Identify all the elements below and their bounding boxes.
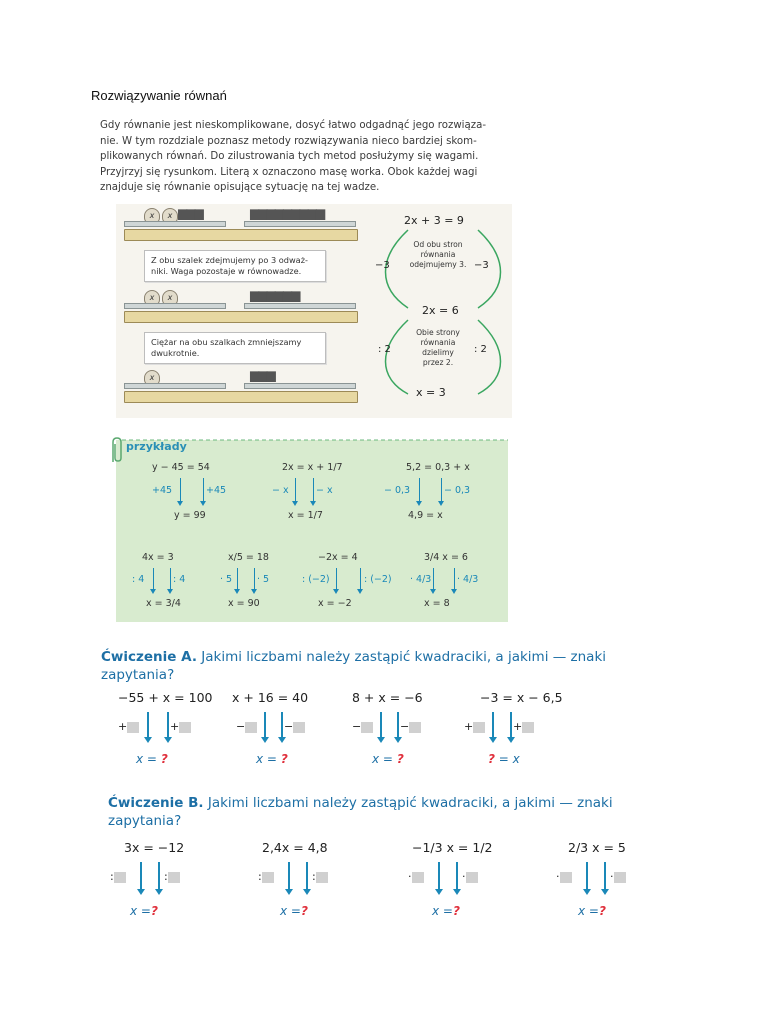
- example-equation: −2x = 4: [318, 552, 358, 563]
- arrow-down-icon: [254, 568, 255, 590]
- weights-icon: ▆▆▆: [178, 206, 203, 220]
- exercise-a-answer: [372, 752, 404, 766]
- exercise-b-equation: 2/3 x = 5: [568, 840, 626, 855]
- exercise-b-op-left: [556, 870, 572, 883]
- op-left-1: −3: [375, 260, 390, 271]
- balance-illustration: [116, 204, 512, 418]
- exercise-b-equation: 3x = −12: [124, 840, 185, 855]
- op-right-1: −3: [474, 260, 489, 271]
- exercise-a-equation: −3 = x − 6,5: [480, 690, 563, 705]
- arrow-down-icon: [454, 568, 455, 590]
- exercise-a-op-left: [464, 720, 485, 733]
- equation-step-2: 2x = 6: [422, 304, 459, 317]
- example-equation: 2x = x + 1/7: [282, 462, 343, 473]
- exercise-b-op-right: [610, 870, 626, 883]
- example-result: x = 90: [228, 598, 260, 609]
- op-sign: −: [236, 720, 246, 733]
- bubble-divide: Obie strony równania dzielimy przez 2.: [416, 328, 460, 367]
- arrow-down-icon: [288, 862, 290, 890]
- equation-step-3: x = 3: [416, 386, 446, 399]
- scale-tray-left: [124, 221, 226, 227]
- example-op-left: − 0,3: [384, 485, 411, 496]
- example-result: x = 8: [424, 598, 450, 609]
- op-sign: −: [284, 720, 294, 733]
- example-op-right: − 0,3: [444, 485, 471, 496]
- bag-icon: x: [162, 290, 178, 306]
- arrow-down-icon: [604, 862, 606, 890]
- example-result: 4,9 = x: [408, 510, 443, 521]
- intro-line: nie. W tym rozdziale poznasz metody rozwiązywania nieco bardziej skom-: [100, 135, 477, 147]
- arrow-down-icon: [419, 478, 420, 502]
- example-result: y = 99: [174, 510, 206, 521]
- exercise-b-answer: [578, 904, 606, 918]
- op-sign: −: [352, 720, 362, 733]
- example-equation: 3/4 x = 6: [424, 552, 468, 563]
- example-result: x = 3/4: [146, 598, 181, 609]
- blank-square[interactable]: [316, 872, 328, 883]
- exercise-a-equation: x + 16 = 40: [232, 690, 309, 705]
- blank-square[interactable]: [614, 872, 626, 883]
- example-op-right: · 4/3: [457, 574, 479, 585]
- exercise-a-op-right: [513, 720, 534, 733]
- example-op-right: +45: [206, 485, 227, 496]
- arrow-down-icon: [170, 568, 171, 590]
- op-sign: ·: [462, 870, 466, 883]
- intro-line: znajduje się równanie opisujące sytuację na tej wadze.: [100, 182, 380, 194]
- answer-text: = x: [498, 752, 520, 766]
- exercise-a-text: Jakimi liczbami należy zastąpić kwadraciki, a jakimi — znaki zapytania?: [101, 649, 607, 683]
- bag-icon: x: [144, 370, 160, 386]
- exercise-b-op-left: [110, 870, 126, 883]
- exercise-b-text: Jakimi liczbami należy zastąpić kwadraciki, a jakimi — znaki zapytania?: [108, 795, 613, 829]
- exercise-b-label: Ćwiczenie B.: [108, 795, 204, 811]
- arrow-down-icon: [180, 478, 181, 502]
- answer-text: x =: [256, 752, 277, 766]
- weights-icon: ▆▆▆▆▆▆▆▆▆: [250, 206, 325, 220]
- intro-line: Gdy równanie jest nieskomplikowane, dosyć łatwo odgadnąć jego rozwiąza-: [100, 120, 486, 131]
- note-halve: Ciężar na obu szalkach zmniejszamy dwukrotnie.: [144, 332, 326, 364]
- exercise-b-equation: −1/3 x = 1/2: [412, 840, 493, 855]
- arrow-down-icon: [167, 712, 169, 738]
- example-op-left: − x: [272, 485, 289, 496]
- exercise-a-op-left: [118, 720, 139, 733]
- arrow-down-icon: [441, 478, 442, 502]
- equation-step-1: 2x + 3 = 9: [404, 214, 464, 227]
- op-sign: +: [170, 720, 180, 733]
- example-op-left: · 5: [220, 574, 233, 585]
- example-equation: y − 45 = 54: [152, 462, 210, 473]
- exercise-b-answer: [130, 904, 158, 918]
- arrow-down-icon: [433, 568, 434, 590]
- bag-icon: x: [162, 208, 178, 224]
- example-op-left: +45: [152, 485, 173, 496]
- example-op-right: : 4: [173, 574, 186, 585]
- scale-plank: [124, 311, 358, 323]
- arrow-down-icon: [380, 712, 382, 738]
- examples-title: przykłady: [126, 440, 187, 453]
- blank-square[interactable]: [361, 722, 373, 733]
- exercise-a-op-left: [236, 720, 257, 733]
- exercise-a-label: Ćwiczenie A.: [101, 649, 197, 665]
- blank-square[interactable]: [114, 872, 126, 883]
- arrow-down-icon: [360, 568, 361, 590]
- exercise-a-op-right: [400, 720, 421, 733]
- arrow-down-icon: [492, 712, 494, 738]
- arrow-down-icon: [140, 862, 142, 890]
- blank-square[interactable]: [168, 872, 180, 883]
- op-sign: −: [400, 720, 410, 733]
- question-mark[interactable]: ?: [452, 904, 460, 918]
- answer-text: x =: [372, 752, 393, 766]
- exercise-b-op-right: [462, 870, 478, 883]
- op-sign: :: [110, 870, 114, 883]
- arrow-down-icon: [438, 862, 440, 890]
- example-op-right: : (−2): [364, 574, 392, 585]
- exercise-b-equation: 2,4x = 4,8: [262, 840, 328, 855]
- intro-line: Przyjrzyj się rysunkom. Literą x oznaczono masę worka. Obok każdej wagi: [100, 166, 478, 178]
- scale-tray-right: [244, 303, 356, 309]
- blank-square[interactable]: [560, 872, 572, 883]
- exercise-b-op-left: [408, 870, 424, 883]
- exercise-b-answer: [432, 904, 460, 918]
- exercise-b-answer: [280, 904, 308, 918]
- question-mark[interactable]: ?: [488, 752, 495, 766]
- op-sign: :: [258, 870, 262, 883]
- arrow-down-icon: [264, 712, 266, 738]
- note-remove-weights: Z obu szalek zdejmujemy po 3 odważ- niki. Waga pozostaje w równowadze.: [144, 250, 326, 282]
- arrow-down-icon: [306, 862, 308, 890]
- exercise-b-op-left: [258, 870, 274, 883]
- example-result: x = 1/7: [288, 510, 323, 521]
- example-equation: x/5 = 18: [228, 552, 269, 563]
- arrow-down-icon: [237, 568, 238, 590]
- op-sign: +: [464, 720, 474, 733]
- question-mark[interactable]: ?: [150, 904, 158, 918]
- answer-text: x =: [432, 904, 453, 918]
- arrow-down-icon: [510, 712, 512, 738]
- example-equation: 5,2 = 0,3 + x: [406, 462, 470, 473]
- scale-tray-right: [244, 221, 356, 227]
- bag-icon: x: [144, 290, 160, 306]
- op-left-2: : 2: [378, 344, 391, 355]
- exercise-a-answer: [136, 752, 168, 766]
- scale-tray-left: [124, 383, 226, 389]
- paperclip-icon: [108, 436, 124, 466]
- blank-square[interactable]: [179, 722, 191, 733]
- op-sign: ·: [408, 870, 412, 883]
- example-result: x = −2: [318, 598, 352, 609]
- exercise-b-op-right: [312, 870, 328, 883]
- blank-square[interactable]: [293, 722, 305, 733]
- exercise-a-heading: [101, 648, 621, 684]
- example-equation: 4x = 3: [142, 552, 174, 563]
- question-mark[interactable]: ?: [280, 752, 288, 766]
- op-right-2: : 2: [474, 344, 487, 355]
- exercise-b-op-right: [164, 870, 180, 883]
- scale-plank: [124, 229, 358, 241]
- arrow-down-icon: [281, 712, 283, 738]
- op-sign: :: [312, 870, 316, 883]
- arrow-down-icon: [153, 568, 154, 590]
- example-op-left: : 4: [132, 574, 145, 585]
- blank-square[interactable]: [262, 872, 274, 883]
- scale-tray-left: [124, 303, 226, 309]
- scale-plank: [124, 391, 358, 403]
- example-op-right: − x: [316, 485, 333, 496]
- op-sign: ·: [556, 870, 560, 883]
- arrow-down-icon: [336, 568, 337, 590]
- blank-square[interactable]: [522, 722, 534, 733]
- arrow-down-icon: [203, 478, 204, 502]
- question-mark[interactable]: ?: [396, 752, 404, 766]
- answer-text: x =: [136, 752, 157, 766]
- question-mark[interactable]: ?: [160, 752, 168, 766]
- answer-text: x =: [280, 904, 301, 918]
- answer-text: x =: [578, 904, 599, 918]
- question-mark[interactable]: ?: [598, 904, 606, 918]
- arrow-down-icon: [147, 712, 149, 738]
- exercise-a-answer: [256, 752, 288, 766]
- bubble-subtract: Od obu stron równania odejmujemy 3.: [409, 240, 467, 269]
- arrow-down-icon: [158, 862, 160, 890]
- intro-paragraph: [100, 118, 512, 196]
- arrow-down-icon: [313, 478, 314, 502]
- arrow-down-icon: [456, 862, 458, 890]
- answer-text: x =: [130, 904, 151, 918]
- exercise-a-op-right: [284, 720, 305, 733]
- blank-square[interactable]: [466, 872, 478, 883]
- bag-icon: x: [144, 208, 160, 224]
- blank-square[interactable]: [412, 872, 424, 883]
- exercise-a-op-right: [170, 720, 191, 733]
- question-mark[interactable]: ?: [300, 904, 308, 918]
- page-heading: Rozwiązywanie równań: [91, 88, 227, 103]
- arrow-down-icon: [295, 478, 296, 502]
- op-sign: +: [118, 720, 128, 733]
- example-op-right: · 5: [257, 574, 270, 585]
- arrow-down-icon: [586, 862, 588, 890]
- example-op-left: · 4/3: [410, 574, 432, 585]
- exercise-a-op-left: [352, 720, 373, 733]
- weights-icon: ▆▆▆: [250, 368, 275, 382]
- example-op-left: : (−2): [302, 574, 330, 585]
- arrow-down-icon: [397, 712, 399, 738]
- weights-icon: ▆▆▆▆▆▆: [250, 288, 300, 302]
- exercise-a-equation: 8 + x = −6: [352, 690, 423, 705]
- exercise-b-heading: [108, 794, 628, 830]
- op-sign: +: [513, 720, 523, 733]
- blank-square[interactable]: [409, 722, 421, 733]
- exercise-a-equation: −55 + x = 100: [118, 690, 213, 705]
- exercise-a-answer: [488, 752, 520, 766]
- blank-square[interactable]: [473, 722, 485, 733]
- intro-line: plikowanych równań. Do zilustrowania tych metod posłużymy się wagami.: [100, 151, 479, 163]
- scale-tray-right: [244, 383, 356, 389]
- op-sign: :: [164, 870, 168, 883]
- blank-square[interactable]: [127, 722, 139, 733]
- blank-square[interactable]: [245, 722, 257, 733]
- op-sign: ·: [610, 870, 614, 883]
